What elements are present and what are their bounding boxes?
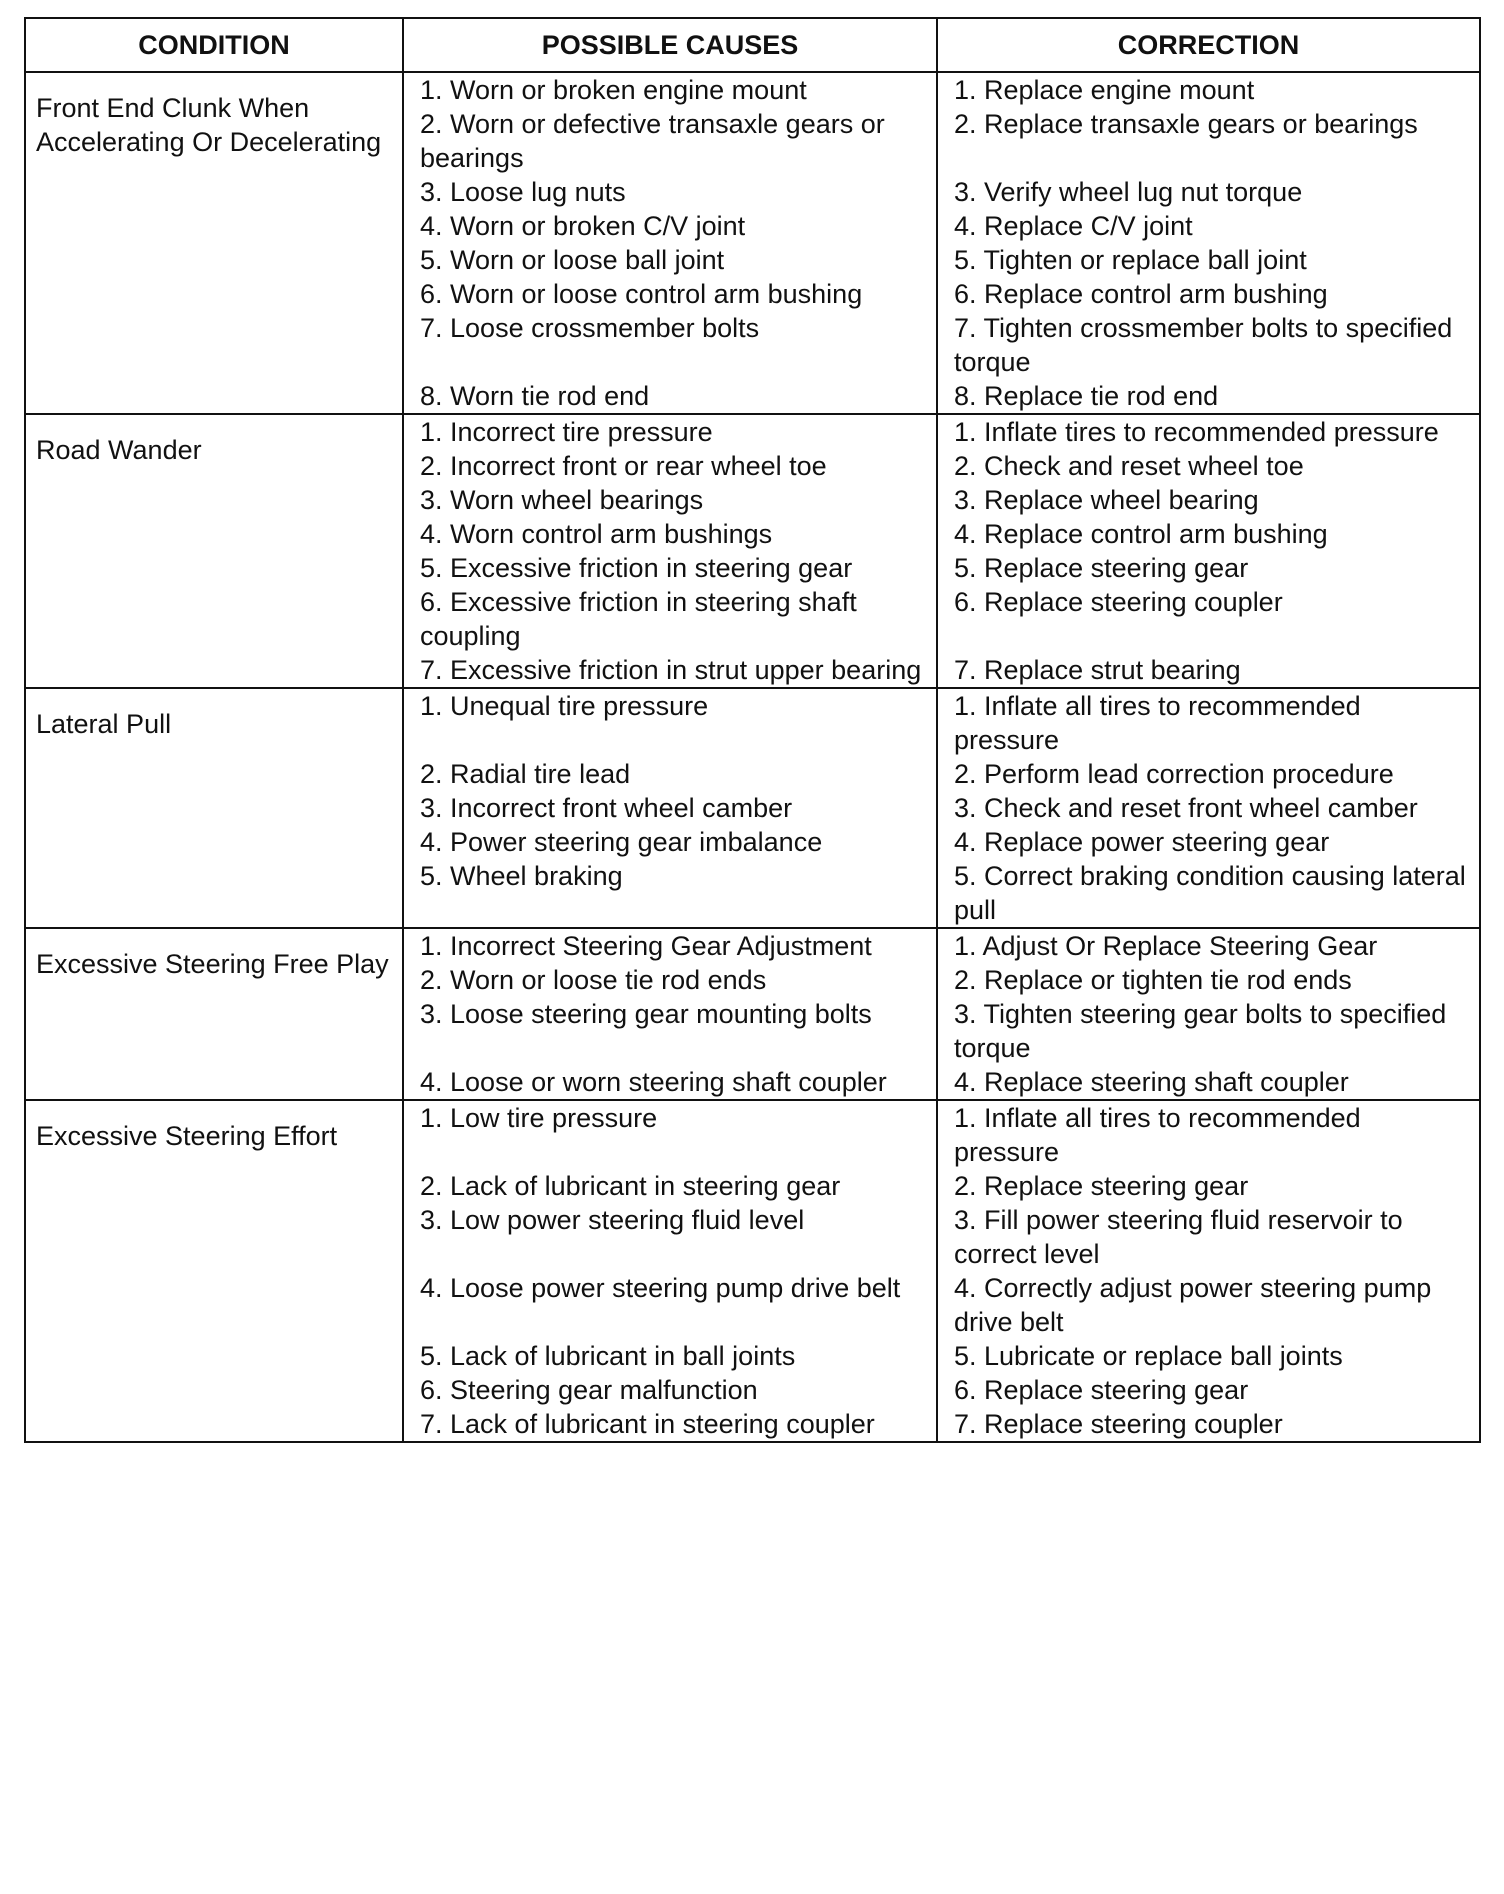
correction-cell: 5. Tighten or replace ball joint	[937, 243, 1480, 277]
possible-cause-cell: 3. Loose lug nuts	[403, 175, 937, 209]
possible-cause-cell: 2. Worn or loose tie rod ends	[403, 963, 937, 997]
correction-cell: 5. Replace steering gear	[937, 551, 1480, 585]
correction-cell: 3. Verify wheel lug nut torque	[937, 175, 1480, 209]
possible-cause-cell: 5. Worn or loose ball joint	[403, 243, 937, 277]
possible-cause-cell: 3. Worn wheel bearings	[403, 483, 937, 517]
correction-cell: 3. Fill power steering fluid reservoir to correct level	[937, 1203, 1480, 1271]
correction-cell: 6. Replace control arm bushing	[937, 277, 1480, 311]
correction-cell: 6. Replace steering coupler	[937, 585, 1480, 653]
possible-cause-cell: 5. Wheel braking	[403, 859, 937, 928]
table-row	[25, 1100, 1480, 1169]
possible-cause-cell: 2. Radial tire lead	[403, 757, 937, 791]
correction-cell: 5. Correct braking condition causing lateral pull	[937, 859, 1480, 928]
header-row	[25, 18, 1480, 72]
correction-cell: 4. Replace C/V joint	[937, 209, 1480, 243]
possible-cause-cell: 1. Incorrect tire pressure	[403, 414, 937, 449]
correction-cell: 1. Inflate all tires to recommended pressure	[937, 688, 1480, 757]
table-row	[25, 928, 1480, 963]
correction-cell: 6. Replace steering gear	[937, 1373, 1480, 1407]
correction-cell: 7. Replace steering coupler	[937, 1407, 1480, 1442]
correction-cell: 1. Adjust Or Replace Steering Gear	[937, 928, 1480, 963]
correction-cell: 4. Replace power steering gear	[937, 825, 1480, 859]
possible-cause-cell: 3. Loose steering gear mounting bolts	[403, 997, 937, 1065]
header-condition: CONDITION	[25, 18, 403, 72]
possible-cause-cell: 3. Low power steering fluid level	[403, 1203, 937, 1271]
possible-cause-cell: 6. Steering gear malfunction	[403, 1373, 937, 1407]
possible-cause-cell: 4. Power steering gear imbalance	[403, 825, 937, 859]
correction-cell: 3. Tighten steering gear bolts to specified torque	[937, 997, 1480, 1065]
condition-cell: Front End Clunk When Accelerating Or Decelerating	[25, 72, 403, 414]
possible-cause-cell: 6. Excessive friction in steering shaft coupling	[403, 585, 937, 653]
possible-cause-cell: 7. Loose crossmember bolts	[403, 311, 937, 379]
possible-cause-cell: 6. Worn or loose control arm bushing	[403, 277, 937, 311]
correction-cell: 1. Replace engine mount	[937, 72, 1480, 107]
correction-cell: 3. Check and reset front wheel camber	[937, 791, 1480, 825]
possible-cause-cell: 7. Excessive friction in strut upper bearing	[403, 653, 937, 688]
possible-cause-cell: 1. Incorrect Steering Gear Adjustment	[403, 928, 937, 963]
possible-cause-cell: 5. Lack of lubricant in ball joints	[403, 1339, 937, 1373]
possible-cause-cell: 1. Low tire pressure	[403, 1100, 937, 1169]
possible-cause-cell: 5. Excessive friction in steering gear	[403, 551, 937, 585]
diagnosis-table	[24, 17, 1481, 1443]
condition-cell: Road Wander	[25, 414, 403, 688]
correction-cell: 4. Replace control arm bushing	[937, 517, 1480, 551]
correction-cell: 2. Replace or tighten tie rod ends	[937, 963, 1480, 997]
condition-cell: Lateral Pull	[25, 688, 403, 928]
possible-cause-cell: 4. Loose or worn steering shaft coupler	[403, 1065, 937, 1100]
header-possible-causes: POSSIBLE CAUSES	[403, 18, 937, 72]
correction-cell: 7. Tighten crossmember bolts to specified torque	[937, 311, 1480, 379]
header-correction: CORRECTION	[937, 18, 1480, 72]
table-row	[25, 414, 1480, 449]
condition-cell: Excessive Steering Effort	[25, 1100, 403, 1442]
table-body	[25, 72, 1480, 1442]
correction-cell: 5. Lubricate or replace ball joints	[937, 1339, 1480, 1373]
possible-cause-cell: 4. Worn or broken C/V joint	[403, 209, 937, 243]
possible-cause-cell: 3. Incorrect front wheel camber	[403, 791, 937, 825]
correction-cell: 8. Replace tie rod end	[937, 379, 1480, 414]
possible-cause-cell: 1. Unequal tire pressure	[403, 688, 937, 757]
table-row	[25, 688, 1480, 757]
correction-cell: 4. Replace steering shaft coupler	[937, 1065, 1480, 1100]
correction-cell: 1. Inflate tires to recommended pressure	[937, 414, 1480, 449]
correction-cell: 2. Check and reset wheel toe	[937, 449, 1480, 483]
condition-cell: Excessive Steering Free Play	[25, 928, 403, 1100]
possible-cause-cell: 7. Lack of lubricant in steering coupler	[403, 1407, 937, 1442]
correction-cell: 2. Perform lead correction procedure	[937, 757, 1480, 791]
possible-cause-cell: 2. Lack of lubricant in steering gear	[403, 1169, 937, 1203]
possible-cause-cell: 2. Incorrect front or rear wheel toe	[403, 449, 937, 483]
table-row	[25, 72, 1480, 107]
correction-cell: 7. Replace strut bearing	[937, 653, 1480, 688]
correction-cell: 2. Replace transaxle gears or bearings	[937, 107, 1480, 175]
possible-cause-cell: 4. Worn control arm bushings	[403, 517, 937, 551]
possible-cause-cell: 1. Worn or broken engine mount	[403, 72, 937, 107]
correction-cell: 2. Replace steering gear	[937, 1169, 1480, 1203]
correction-cell: 4. Correctly adjust power steering pump drive belt	[937, 1271, 1480, 1339]
possible-cause-cell: 2. Worn or defective transaxle gears or bearings	[403, 107, 937, 175]
correction-cell: 1. Inflate all tires to recommended pressure	[937, 1100, 1480, 1169]
correction-cell: 3. Replace wheel bearing	[937, 483, 1480, 517]
possible-cause-cell: 4. Loose power steering pump drive belt	[403, 1271, 937, 1339]
possible-cause-cell: 8. Worn tie rod end	[403, 379, 937, 414]
